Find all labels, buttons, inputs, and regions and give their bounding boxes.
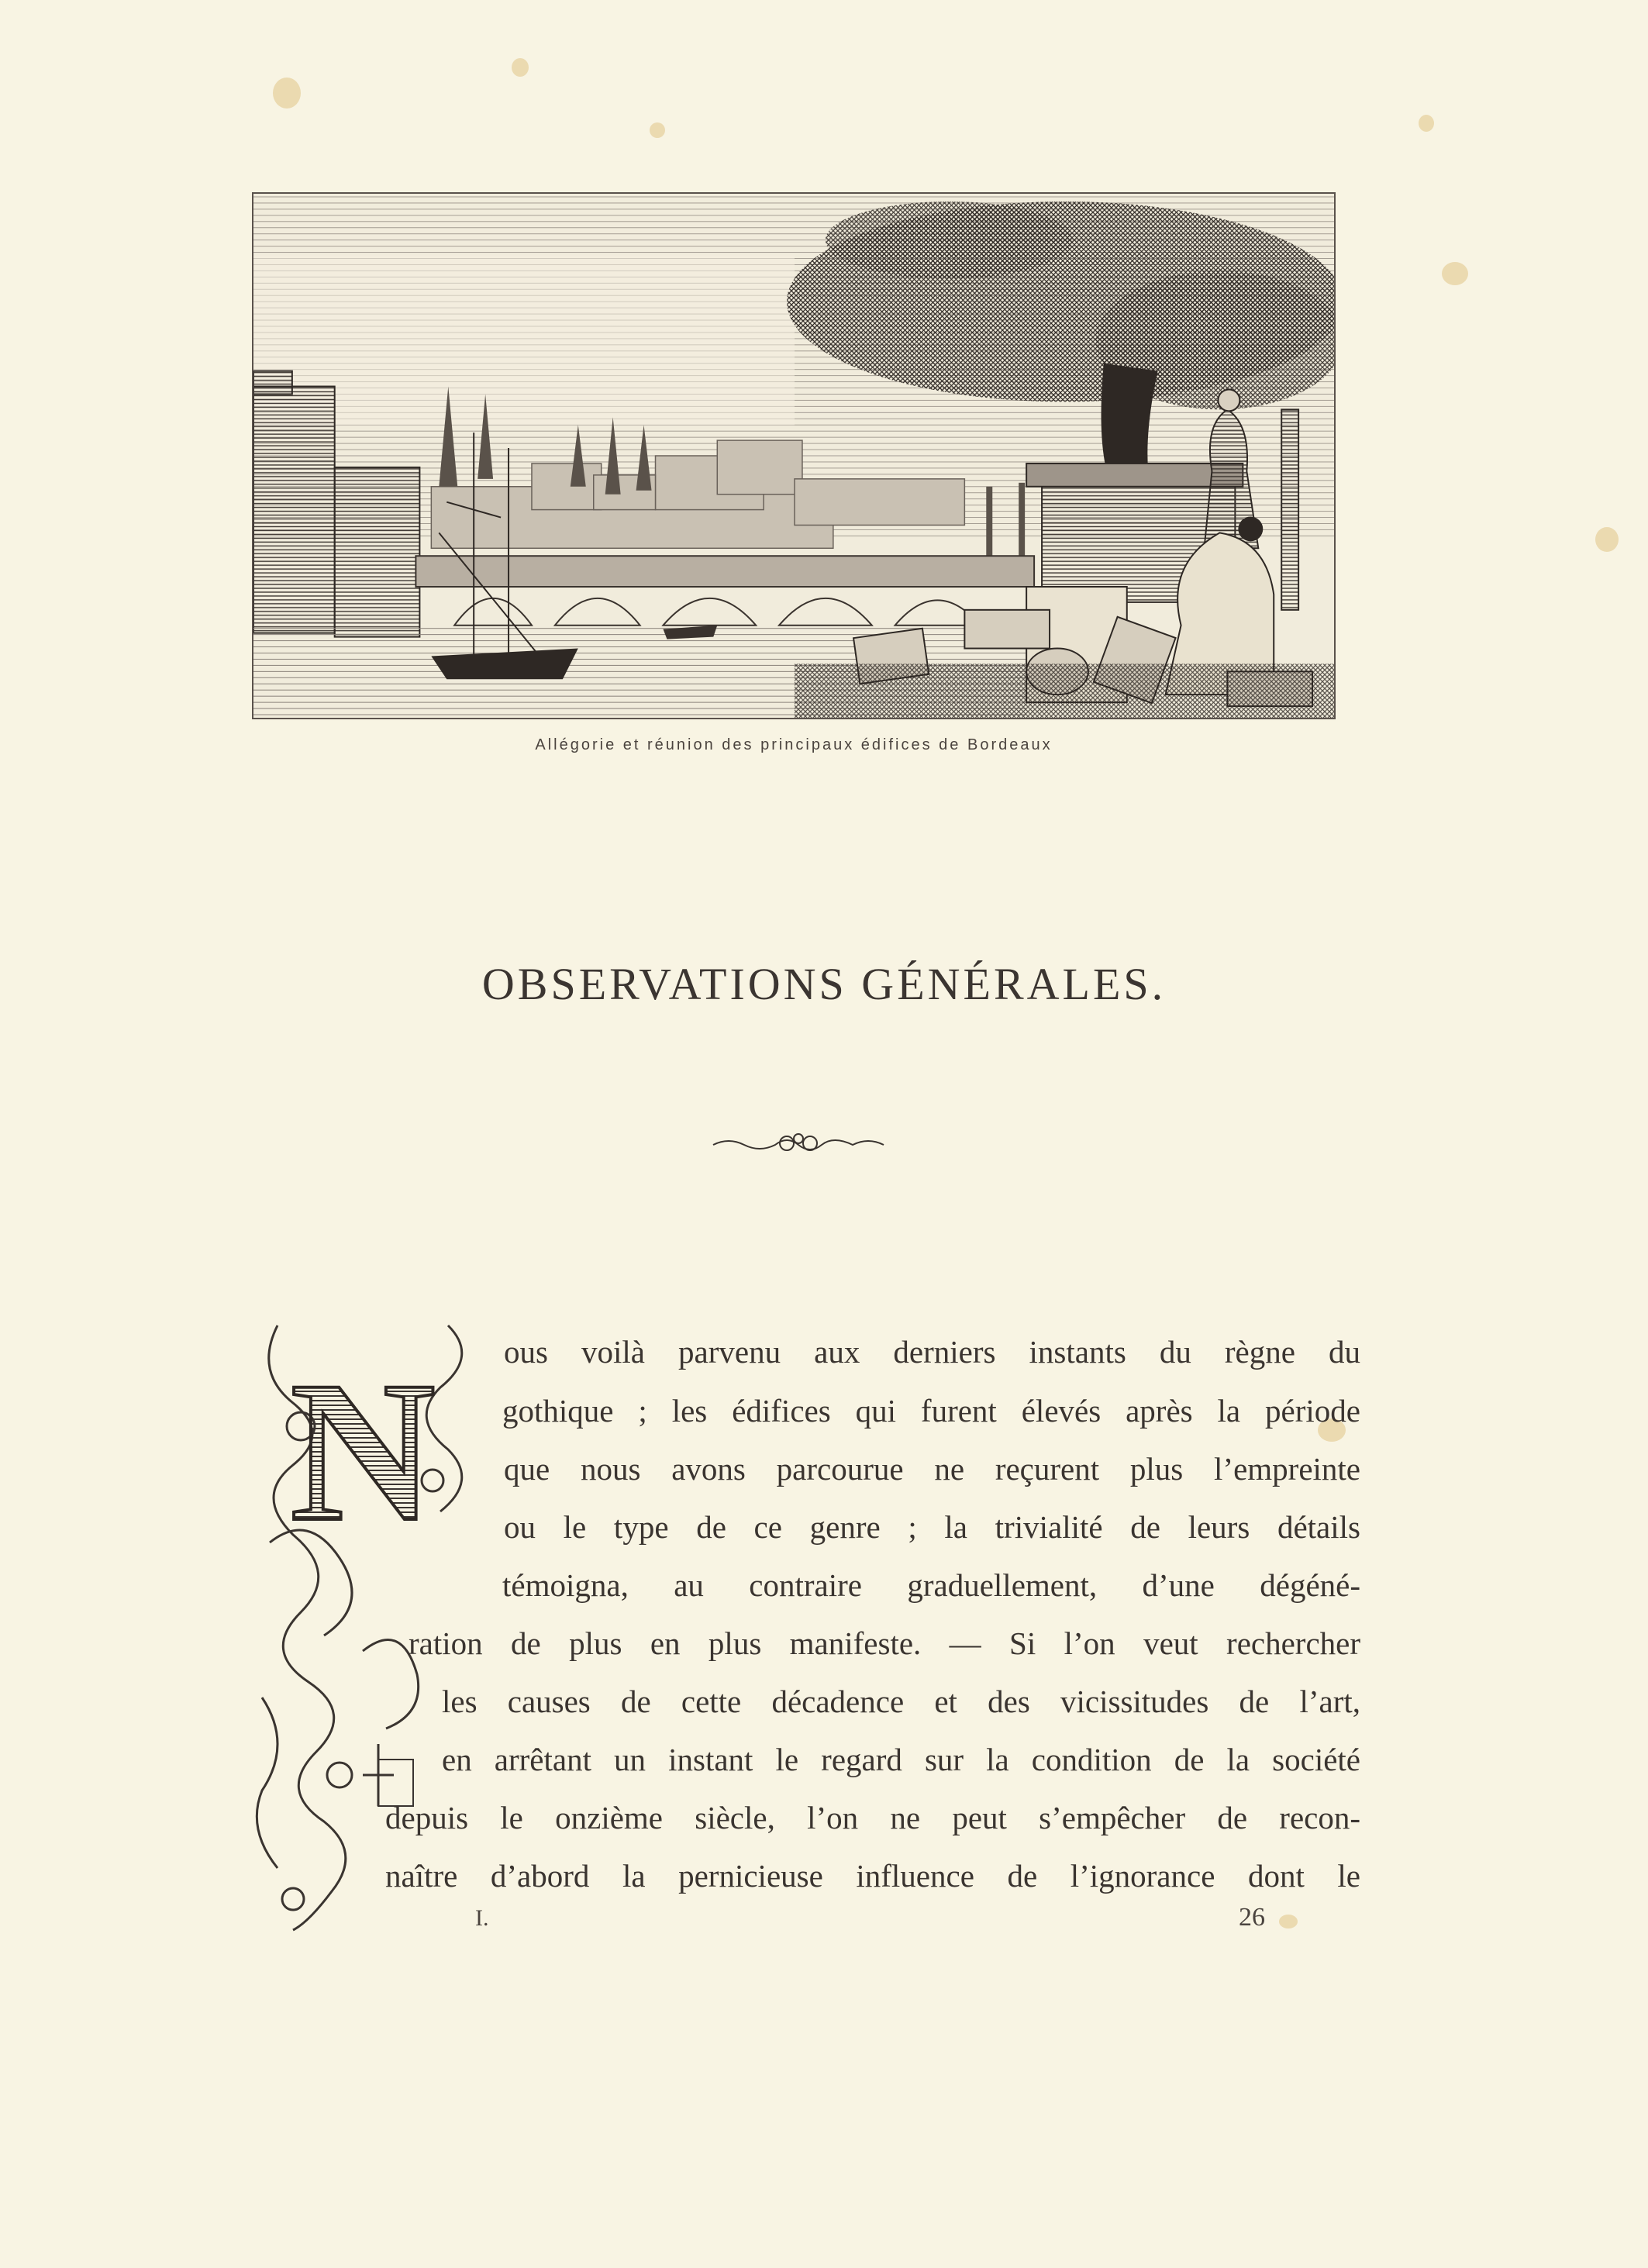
text-line: gothique ; les édifices qui furent élevés après la période: [502, 1393, 1360, 1429]
engraving-caption: Allégorie et réunion des principaux édifices de Bordeaux: [535, 736, 1053, 753]
engraving-illustration: [252, 192, 1336, 719]
text-line: ou le type de ce genre ; la trivialité de leurs détails: [504, 1509, 1360, 1545]
foxing-spot: [512, 58, 529, 77]
foxing-spot: [650, 122, 665, 138]
engraving-image: [253, 194, 1334, 718]
text-line: ration de plus en plus manifeste. — Si l’on veut rechercher: [409, 1625, 1360, 1661]
text-line: les causes de cette décadence et des vicissitudes de l’art,: [442, 1684, 1360, 1719]
signature-mark: I.: [475, 1905, 489, 1931]
text-line: ous voilà parvenu aux derniers instants du règne du: [504, 1334, 1360, 1370]
foxing-spot: [1279, 1915, 1298, 1928]
foxing-spot: [273, 78, 301, 109]
drop-cap-letter: N: [290, 1340, 436, 1563]
page-number: 26: [1239, 1903, 1265, 1932]
chapter-title: OBSERVATIONS GÉNÉRALES.: [481, 959, 1167, 1009]
foxing-spot: [1419, 115, 1434, 132]
scroll-ornament-icon: [709, 1128, 888, 1159]
text-line: que nous avons parcourue ne reçurent plus l’empreinte: [504, 1451, 1360, 1487]
foxing-spot: [1595, 527, 1619, 552]
text-line: depuis le onzième siècle, l’on ne peut s’empêcher de recon-: [385, 1800, 1360, 1835]
text-line: témoigna, au contraire graduellement, d’une dégéné-: [502, 1567, 1360, 1603]
text-line: en arrêtant un instant le regard sur la condition de la société: [442, 1742, 1360, 1777]
foxing-spot: [1442, 262, 1468, 285]
text-line: naître d’abord la pernicieuse influence de l’ignorance dont le: [385, 1858, 1360, 1894]
